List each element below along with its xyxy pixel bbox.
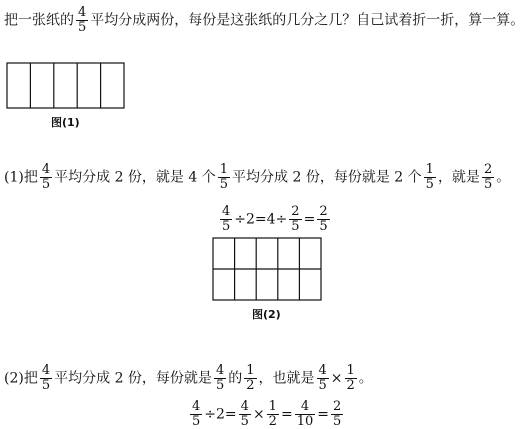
figure2-grid <box>212 237 324 303</box>
equation1 <box>218 205 332 234</box>
part2-text-4: ，也就是 <box>258 370 315 387</box>
figure1-caption: 图(1) <box>51 116 80 129</box>
fraction: $\frac{2}{5}$ <box>332 399 342 429</box>
fraction-four-fifths: $\frac{4}{5}$ <box>78 5 87 35</box>
equation2-text-1: ÷2= <box>204 406 237 423</box>
question-prefix: 把一张纸的 <box>4 12 74 29</box>
equation1-text-2: = <box>303 211 316 228</box>
fraction: $\frac{1}{5}$ <box>425 162 434 192</box>
fraction: $\frac{1}{5}$ <box>219 162 229 192</box>
part2-text-3: 的 <box>228 370 243 387</box>
part1-text-2: 平均分成 2 份，就是 4 个 <box>54 169 216 186</box>
fraction: $\frac{4}{5}$ <box>192 399 201 429</box>
equation2-text-4: = <box>317 406 329 423</box>
figure2-caption: 图(2) <box>252 308 281 321</box>
fraction: $\frac{4}{5}$ <box>41 162 51 192</box>
fraction: $\frac{4}{5}$ <box>318 363 327 393</box>
fraction: $\frac{4}{5}$ <box>240 399 249 429</box>
fraction: $\frac{4}{10}$ <box>296 399 314 429</box>
fraction: $\frac{1}{2}$ <box>346 363 355 393</box>
fraction: $\frac{1}{2}$ <box>268 399 277 429</box>
fraction: $\frac{4}{5}$ <box>222 204 231 234</box>
part1-line <box>4 163 510 192</box>
equation2-text-3: = <box>280 406 293 423</box>
fraction: $\frac{4}{5}$ <box>41 363 51 393</box>
part1-text-5: 。 <box>496 169 511 186</box>
fraction: $\frac{2}{5}$ <box>483 162 493 192</box>
part2-text-2: 平均分成 2 份，每份就是 <box>54 370 212 387</box>
part2-line <box>4 364 373 393</box>
part2-text-6: 。 <box>358 370 373 387</box>
fraction: $\frac{1}{2}$ <box>246 363 255 393</box>
equation2-text-2: × <box>252 406 265 423</box>
part1-text-1: (1)把 <box>4 169 38 186</box>
fraction: $\frac{2}{5}$ <box>319 204 328 234</box>
part1-text-4: ，就是 <box>437 169 480 186</box>
part2-text-5: × <box>330 370 343 387</box>
equation2 <box>188 400 345 429</box>
equation1-text-1: ÷2=4÷ <box>234 211 288 228</box>
part2-text-1: (2)把 <box>4 370 38 387</box>
fraction: $\frac{2}{5}$ <box>291 204 300 234</box>
fraction: $\frac{4}{5}$ <box>215 363 225 393</box>
part1-text-3: 平均分成 2 份，每份就是 2 个 <box>232 169 422 186</box>
question-line <box>4 6 524 35</box>
question-suffix: 平均分成两份，每份是这张纸的几分之几？自己试着折一折，算一算。 <box>90 12 524 29</box>
figure1-grid <box>6 62 126 112</box>
